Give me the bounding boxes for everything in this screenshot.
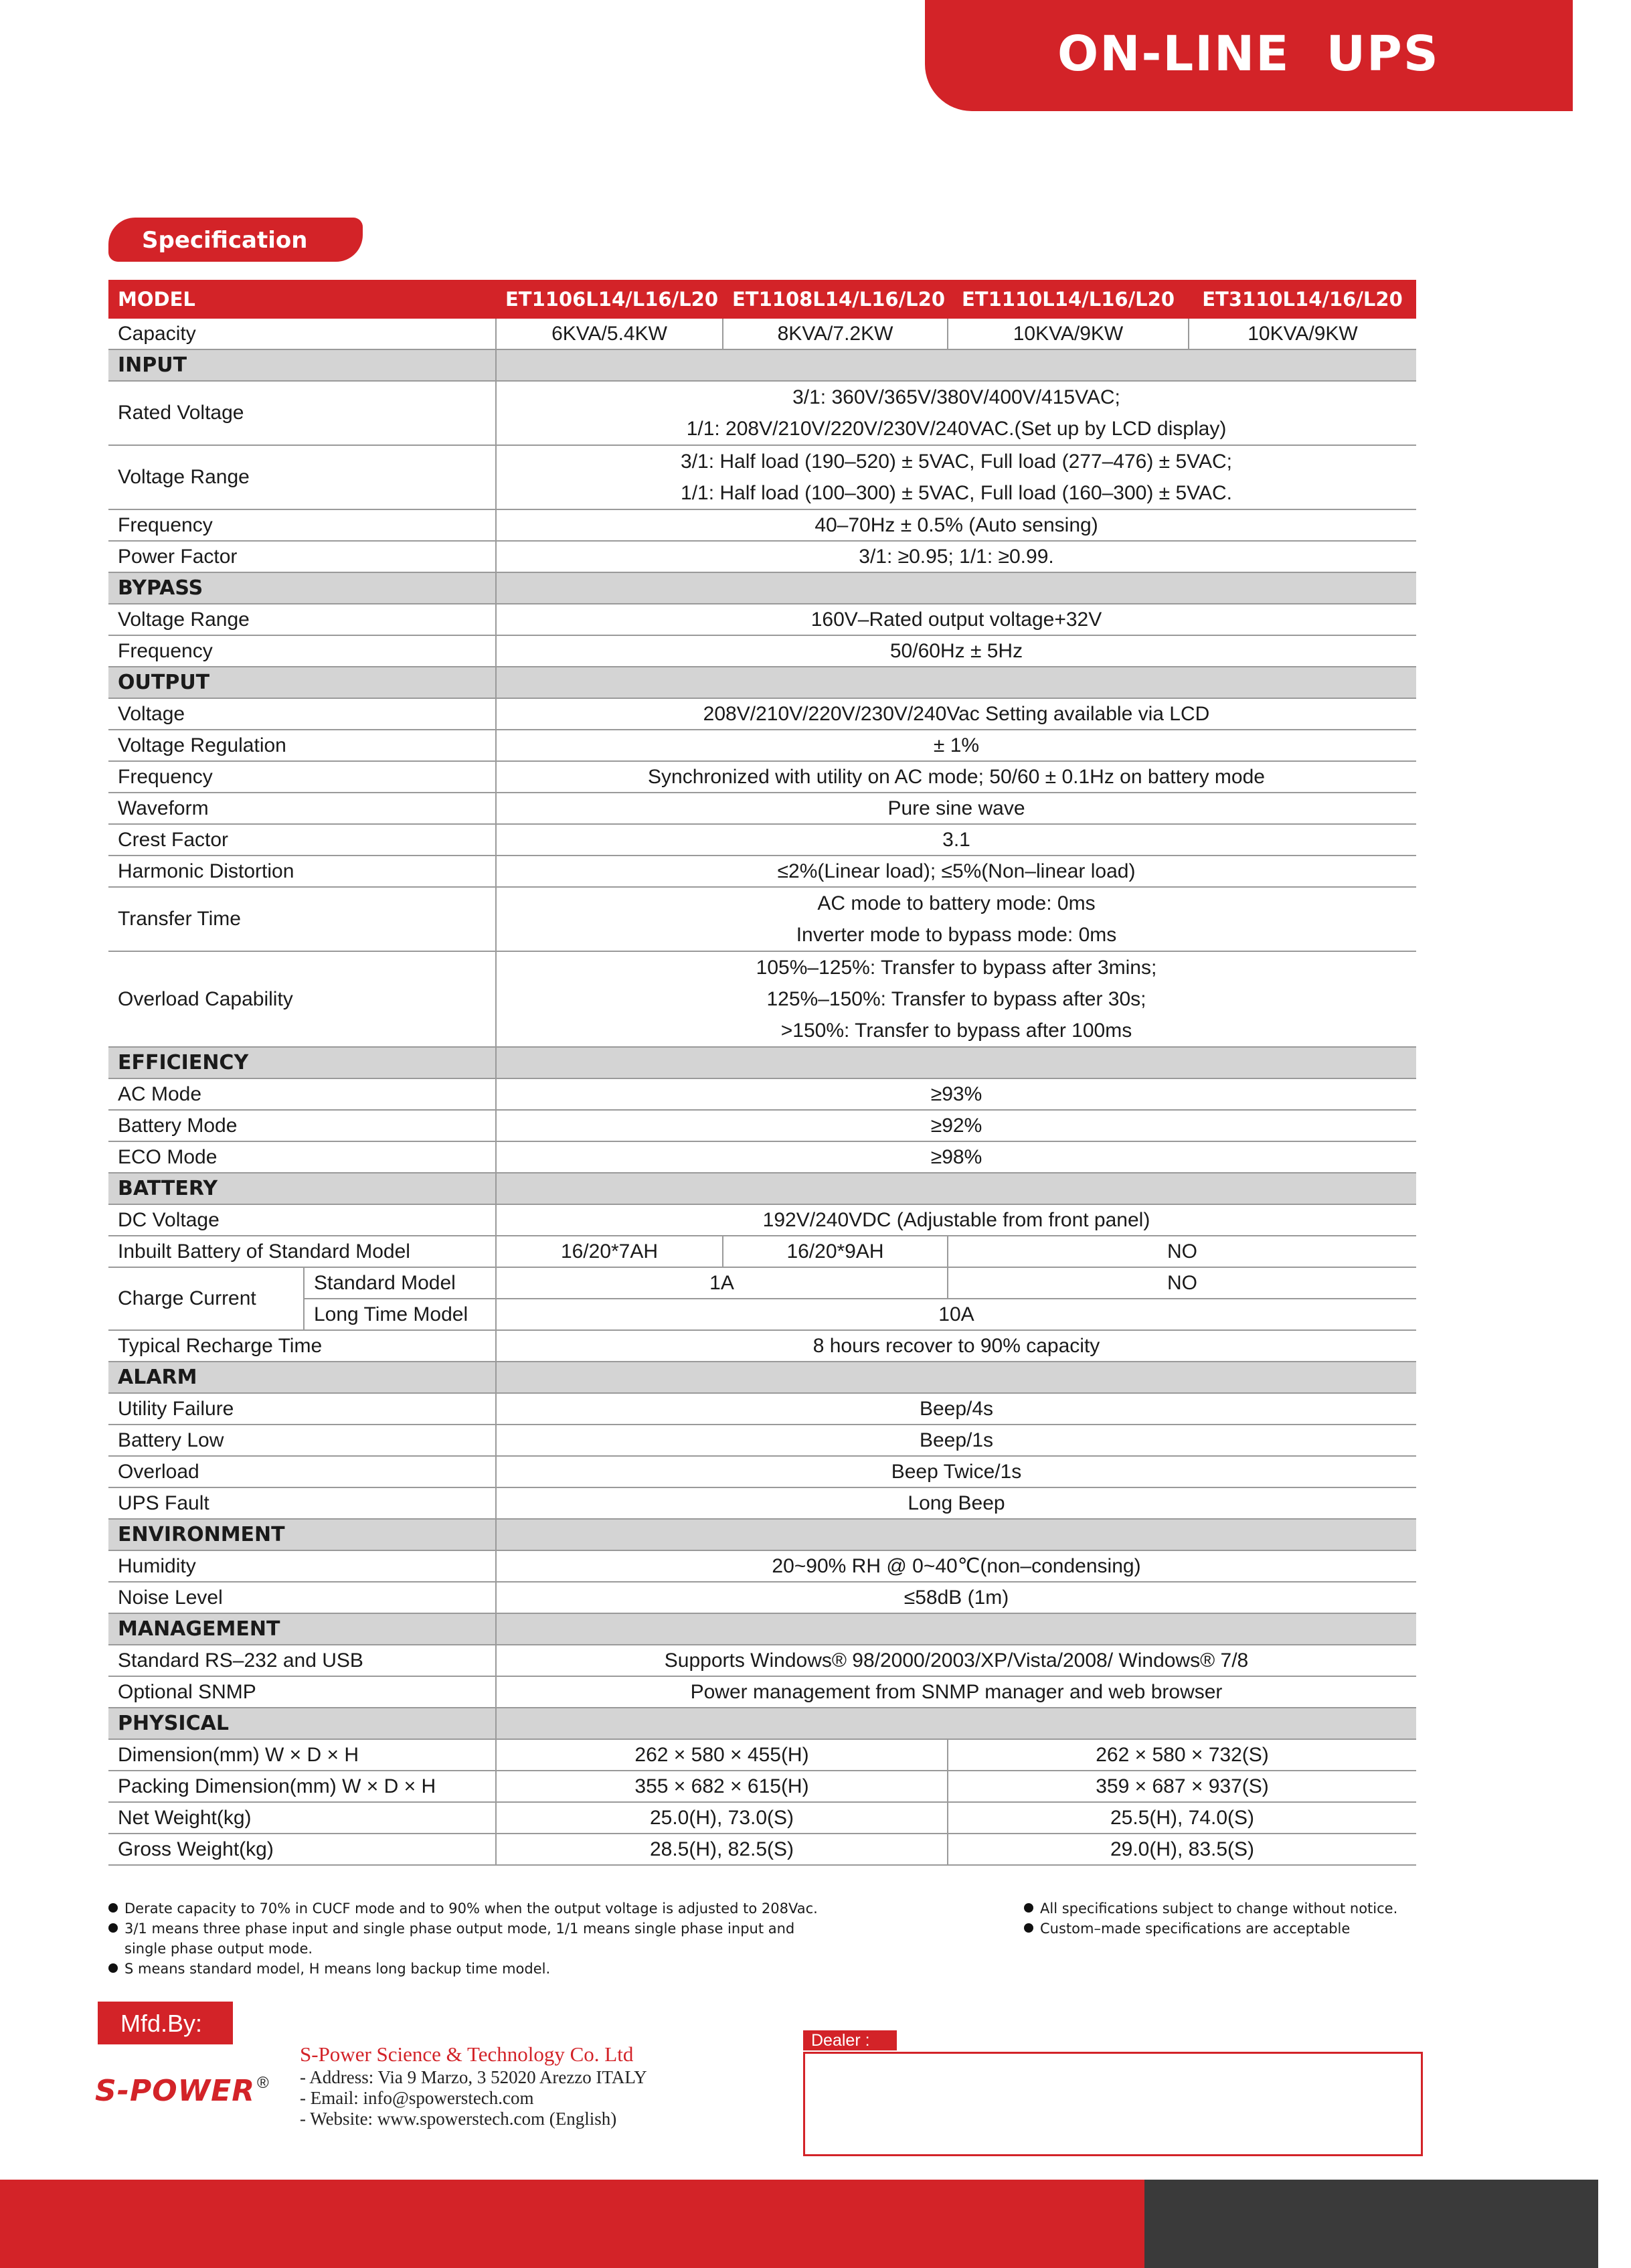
model-label: MODEL bbox=[108, 280, 496, 319]
company-address: - Address: Via 9 Marzo, 3 52020 Arezzo ITALY bbox=[300, 2067, 647, 2087]
capacity-3: 10KVA/9KW bbox=[948, 319, 1189, 349]
company-email: - Email: info@spowerstech.com bbox=[300, 2088, 534, 2108]
voltage-range-label: Voltage Range bbox=[108, 445, 496, 509]
output-voltage-row: Voltage 208V/210V/220V/230V/240Vac Setting available via LCD bbox=[108, 698, 1416, 730]
harmonic-distortion-row: Harmonic Distortion ≤2%(Linear load); ≤5%(Non–linear load) bbox=[108, 856, 1416, 887]
rated-voltage-value: 3/1: 360V/365V/380V/400V/415VAC; 1/1: 208V/210V/220V/230V/240VAC.(Set up by LCD display) bbox=[496, 381, 1416, 445]
snmp-row: Optional SNMP Power management from SNMP manager and web browser bbox=[108, 1676, 1416, 1708]
footer-bar-dark bbox=[1144, 2180, 1598, 2268]
mfd-label-box bbox=[98, 2002, 233, 2044]
ups-fault-row: UPS Fault Long Beep bbox=[108, 1487, 1416, 1519]
section-management: MANAGEMENT bbox=[108, 1613, 1416, 1645]
input-frequency-row: Frequency 40–70Hz ± 0.5% (Auto sensing) bbox=[108, 509, 1416, 541]
packing-dimension-row: Packing Dimension(mm) W × D × H 355 × 682 × 615(H) 359 × 687 × 937(S) bbox=[108, 1771, 1416, 1802]
notes-left bbox=[108, 1898, 818, 1979]
waveform-row: Waveform Pure sine wave bbox=[108, 793, 1416, 824]
inbuilt-battery-row: Inbuilt Battery of Standard Model 16/20*7AH 16/20*9AH NO bbox=[108, 1236, 1416, 1267]
section-battery: BATTERY bbox=[108, 1173, 1416, 1204]
section-output: OUTPUT bbox=[108, 667, 1416, 698]
net-weight-row: Net Weight(kg) 25.0(H), 73.0(S) 25.5(H), 74.0(S) bbox=[108, 1802, 1416, 1834]
bullet-icon bbox=[108, 1923, 118, 1933]
battery-low-row: Battery Low Beep/1s bbox=[108, 1425, 1416, 1456]
section-bypass: BYPASS bbox=[108, 572, 1416, 604]
dealer-tag bbox=[803, 2030, 897, 2050]
bullet-icon bbox=[1024, 1923, 1033, 1933]
capacity-row bbox=[108, 319, 1416, 349]
note-2-cont: single phase output mode. bbox=[124, 1941, 313, 1957]
note-3: S means standard model, H means long backup time model. bbox=[124, 1961, 551, 1977]
capacity-2: 8KVA/7.2KW bbox=[723, 319, 948, 349]
note-5: Custom–made specifications are acceptable bbox=[1040, 1921, 1351, 1937]
spec-table bbox=[108, 280, 1416, 1866]
gross-weight-row: Gross Weight(kg) 28.5(H), 82.5(S) 29.0(H), 83.5(S) bbox=[108, 1834, 1416, 1865]
section-physical: PHYSICAL bbox=[108, 1708, 1416, 1739]
dealer-label: Dealer : bbox=[811, 2031, 870, 2050]
bullet-icon bbox=[108, 1963, 118, 1973]
charge-current-standard-row: Charge Current Standard Model 1A NO bbox=[108, 1267, 1416, 1299]
noise-level-row: Noise Level ≤58dB (1m) bbox=[108, 1582, 1416, 1613]
registered-mark: ® bbox=[257, 2074, 269, 2092]
bullet-icon bbox=[108, 1903, 118, 1913]
eco-mode-row: ECO Mode ≥98% bbox=[108, 1141, 1416, 1173]
rated-voltage-label: Rated Voltage bbox=[108, 381, 496, 445]
bullet-icon bbox=[1024, 1903, 1033, 1913]
note-1: Derate capacity to 70% in CUCF mode and to 90% when the output voltage is adjusted to 208Vac. bbox=[124, 1900, 818, 1917]
voltage-regulation-row: Voltage Regulation ± 1% bbox=[108, 730, 1416, 761]
charge-current-label: Charge Current bbox=[108, 1267, 304, 1330]
capacity-4: 10KVA/9KW bbox=[1189, 319, 1416, 349]
recharge-time-row: Typical Recharge Time 8 hours recover to 90% capacity bbox=[108, 1330, 1416, 1362]
dealer-box bbox=[803, 2052, 1423, 2156]
crest-factor-row: Crest Factor 3.1 bbox=[108, 824, 1416, 856]
specification-tab bbox=[108, 218, 363, 262]
voltage-range-value: 3/1: Half load (190–520) ± 5VAC, Full load (277–476) ± 5VAC; 1/1: Half load (100–300) ± 5VAC, Full load (160–300) ± 5VAC. bbox=[496, 445, 1416, 509]
model-2: ET1108L14/L16/L20 bbox=[723, 280, 948, 319]
company-website: - Website: www.spowerstech.com (English) bbox=[300, 2109, 617, 2129]
section-efficiency: EFFICIENCY bbox=[108, 1047, 1416, 1078]
bypass-voltage-range-row: Voltage Range 160V–Rated output voltage+32V bbox=[108, 604, 1416, 635]
banner-title: ON-LINE UPS bbox=[1057, 25, 1440, 82]
notes-right bbox=[1024, 1898, 1397, 1939]
company-info bbox=[300, 2042, 647, 2129]
section-input: INPUT bbox=[108, 349, 1416, 381]
model-1: ET1106L14/L16/L20 bbox=[496, 280, 723, 319]
bypass-frequency-row: Frequency 50/60Hz ± 5Hz bbox=[108, 635, 1416, 667]
model-header-row bbox=[108, 280, 1416, 319]
utility-failure-row: Utility Failure Beep/4s bbox=[108, 1393, 1416, 1425]
footer-bar-red bbox=[0, 2180, 1144, 2268]
output-frequency-row: Frequency Synchronized with utility on AC mode; 50/60 ± 0.1Hz on battery mode bbox=[108, 761, 1416, 793]
charge-current-long-row: Long Time Model 10A bbox=[108, 1299, 1416, 1330]
ac-mode-row: AC Mode ≥93% bbox=[108, 1078, 1416, 1110]
capacity-1: 6KVA/5.4KW bbox=[496, 319, 723, 349]
specification-label: Specification bbox=[142, 227, 308, 254]
mfd-label: Mfd.By: bbox=[120, 2010, 203, 2037]
dimension-row: Dimension(mm) W × D × H 262 × 580 × 455(H) 262 × 580 × 732(S) bbox=[108, 1739, 1416, 1771]
company-name: S-Power Science & Technology Co. Ltd bbox=[300, 2042, 634, 2066]
rs232-row: Standard RS–232 and USB Supports Windows® 98/2000/2003/XP/Vista/2008/ Windows® 7/8 bbox=[108, 1645, 1416, 1676]
section-environment: ENVIRONMENT bbox=[108, 1519, 1416, 1550]
note-4: All specifications subject to change without notice. bbox=[1040, 1900, 1398, 1917]
capacity-label: Capacity bbox=[108, 319, 496, 349]
spower-logo: S-POWER bbox=[95, 2074, 256, 2108]
overload-alarm-row: Overload Beep Twice/1s bbox=[108, 1456, 1416, 1487]
transfer-time-row: Transfer Time AC mode to battery mode: 0ms Inverter mode to bypass mode: 0ms bbox=[108, 887, 1416, 951]
model-4: ET3110L14/16/L20 bbox=[1189, 280, 1416, 319]
power-factor-row: Power Factor 3/1: ≥0.95; 1/1: ≥0.99. bbox=[108, 541, 1416, 572]
voltage-range-row bbox=[108, 445, 1416, 509]
dc-voltage-row: DC Voltage 192V/240VDC (Adjustable from front panel) bbox=[108, 1204, 1416, 1236]
model-3: ET1110L14/L16/L20 bbox=[948, 280, 1189, 319]
humidity-row: Humidity 20~90% RH @ 0~40℃(non–condensing) bbox=[108, 1550, 1416, 1582]
battery-mode-row: Battery Mode ≥92% bbox=[108, 1110, 1416, 1141]
overload-capability-row: Overload Capability 105%–125%: Transfer to bypass after 3mins; 125%–150%: Transfer to bypass after 30s; >150%: Transfer to bypass after 100ms bbox=[108, 951, 1416, 1047]
rated-voltage-row bbox=[108, 381, 1416, 445]
note-2: 3/1 means three phase input and single phase output mode, 1/1 means single phase input and bbox=[124, 1921, 795, 1937]
section-alarm: ALARM bbox=[108, 1362, 1416, 1393]
